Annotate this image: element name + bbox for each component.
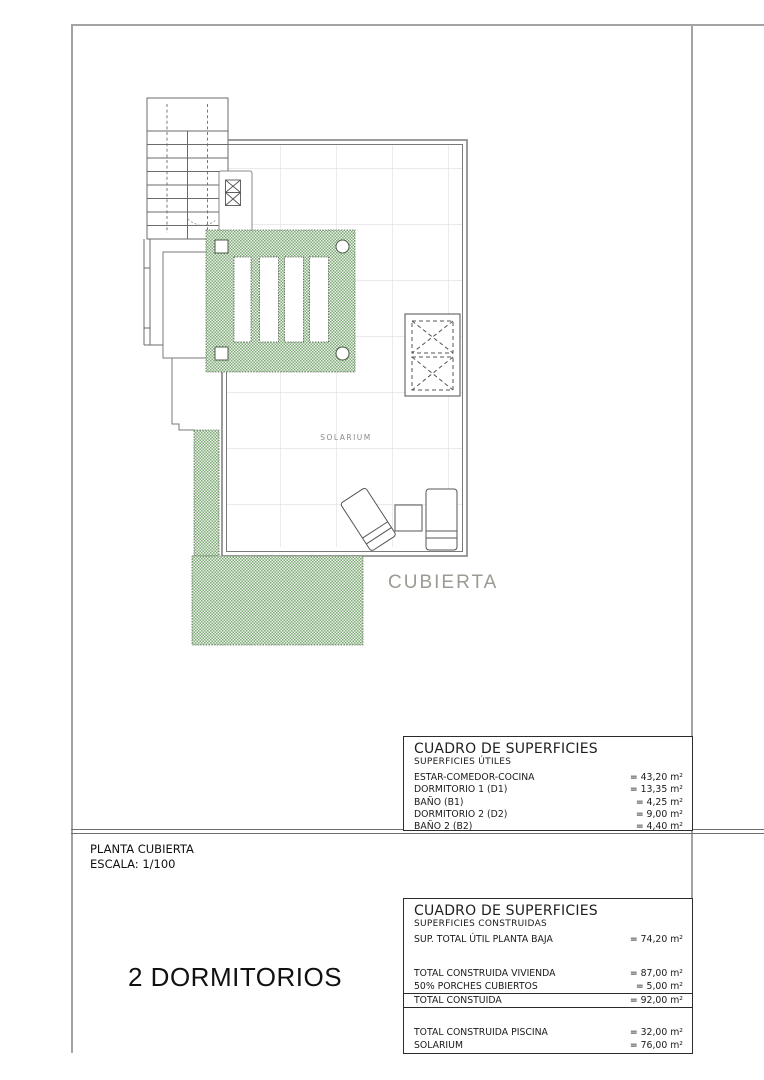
table-row (404, 968, 692, 980)
sun-lounger (426, 489, 457, 550)
pergola (206, 230, 355, 372)
roof-label: CUBIERTA (388, 572, 499, 593)
pergola-post-round (336, 240, 349, 253)
table-spacer (404, 946, 692, 968)
pergola-beam-slot (260, 257, 279, 342)
table-row (404, 934, 692, 946)
row-value: = 43,20 m² (629, 772, 683, 783)
side-planter (163, 252, 207, 358)
pergola-beam-slot (310, 257, 329, 342)
table-title: CUADRO DE SUPERFICIES (414, 741, 598, 757)
pergola-post-square (215, 240, 228, 253)
green-hatch-strip (194, 430, 219, 556)
table-row (404, 809, 692, 821)
table-row (404, 981, 692, 993)
row-label: SOLARIUM (414, 1039, 463, 1051)
chimney-vent (219, 171, 252, 235)
solarium-label: SOLARIUM (320, 433, 372, 442)
row-value: = 5,00 m² (635, 980, 683, 992)
row-label: 50% PORCHES CUBIERTOS (414, 980, 538, 992)
row-label: BAÑO 2 (B2) (414, 821, 473, 833)
table-row-total (404, 993, 692, 1009)
pergola-beam-slot (285, 257, 304, 342)
row-label: TOTAL CONSTUIDA (414, 994, 502, 1006)
table-row (404, 772, 692, 784)
surface-table-utiles (403, 736, 693, 831)
table-row (404, 821, 692, 833)
skylights (405, 314, 460, 396)
surface-table-construidas (403, 898, 693, 1054)
row-value: = 76,00 m² (629, 1039, 683, 1051)
pergola-beam-slot (234, 257, 251, 342)
row-value: = 32,00 m² (629, 1027, 683, 1039)
row-label: ESTAR-COMEDOR-COCINA (414, 772, 535, 783)
row-value: = 4,25 m² (635, 796, 683, 808)
green-hatch-terrace (192, 556, 363, 645)
row-label: TOTAL CONSTRUIDA PISCINA (414, 1027, 548, 1039)
drawing-title-block (90, 842, 194, 872)
table-subtitle: SUPERFICIES CONSTRUIDAS (414, 919, 548, 929)
table-subtitle: SUPERFICIES ÚTILES (414, 757, 512, 767)
table-row (404, 784, 692, 796)
table-row (404, 797, 692, 809)
row-label: DORMITORIO 2 (D2) (414, 808, 508, 820)
row-value: = 4,40 m² (635, 821, 683, 833)
table-title: CUADRO DE SUPERFICIES (414, 903, 598, 919)
row-value: = 92,00 m² (629, 994, 683, 1006)
row-value: = 74,20 m² (629, 934, 683, 945)
row-value: = 87,00 m² (629, 968, 683, 980)
row-label: TOTAL CONSTRUIDA VIVIENDA (414, 968, 556, 980)
side-corridor-outline (172, 358, 194, 430)
row-value: = 13,35 m² (629, 784, 683, 796)
table-spacer (404, 1008, 692, 1027)
pergola-post-square (215, 347, 228, 360)
row-value: = 9,00 m² (635, 808, 683, 820)
plan-name: PLANTA CUBIERTA (90, 842, 194, 856)
bedrooms-label: 2 DORMITORIOS (128, 962, 343, 992)
row-label: SUP. TOTAL ÚTIL PLANTA BAJA (414, 934, 553, 945)
row-label: DORMITORIO 1 (D1) (414, 784, 508, 796)
pergola-post-round (336, 347, 349, 360)
plan-scale: ESCALA: 1/100 (90, 857, 176, 871)
table-row (404, 1027, 692, 1039)
side-table (395, 505, 422, 531)
row-label: BAÑO (B1) (414, 796, 464, 808)
table-row (404, 1040, 692, 1052)
